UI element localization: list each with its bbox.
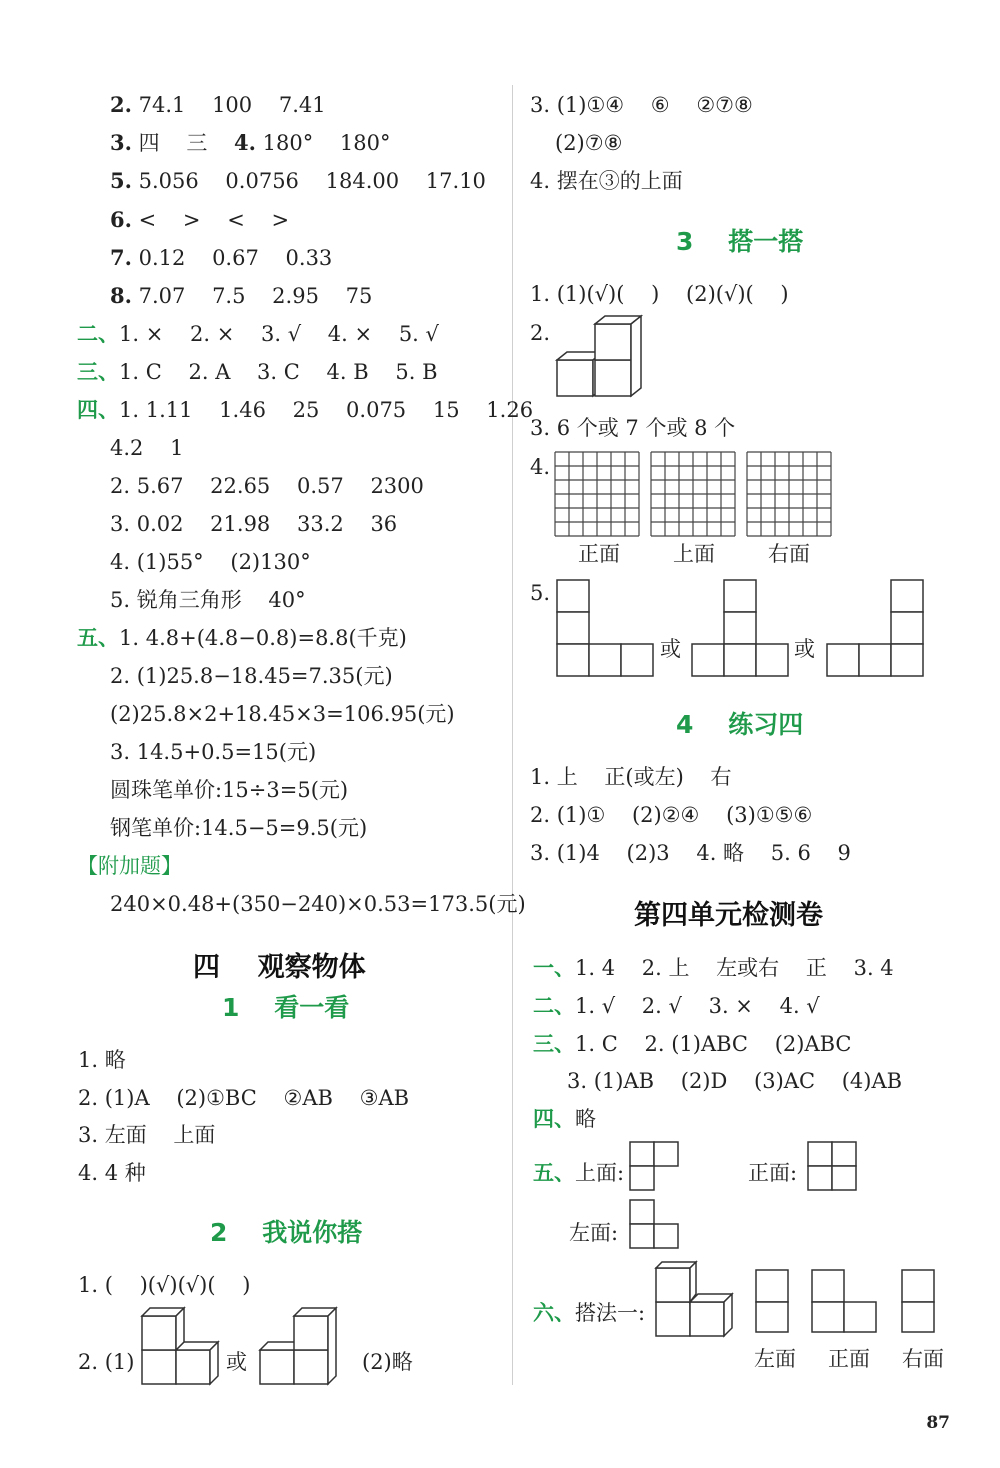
test-section: 三、1. C 2. (1)ABC (2)ABC bbox=[533, 1031, 852, 1056]
answer-line: 1. 略 bbox=[78, 1048, 126, 1072]
answer-line: 3. 左面 上面 bbox=[78, 1123, 216, 1147]
answer-line: 1. (1)(√)( ) (2)(√)( ) bbox=[530, 282, 789, 306]
unit-title: 四 观察物体 bbox=[193, 952, 366, 983]
answer-line: 2. bbox=[530, 321, 551, 345]
test-section: 一、1. 4 2. 上 左或右 正 3. 4 bbox=[533, 955, 894, 980]
answer-line: 2. (1) bbox=[78, 1350, 135, 1374]
answer-line: 3. (1)①④ ⑥ ②⑦⑧ bbox=[530, 93, 753, 117]
answer-line: 4. (1)55° (2)130° bbox=[110, 550, 311, 574]
section-four: 四、1. 1.11 1.46 25 0.075 15 1.26 bbox=[77, 397, 534, 422]
answer-line: 4. 4 种 bbox=[78, 1161, 146, 1185]
front-view-figure bbox=[806, 1140, 866, 1190]
answer-line: 2. 5.67 22.65 0.57 2300 bbox=[110, 474, 424, 498]
or-word: 或 bbox=[794, 637, 815, 661]
answer-line: 3. 四 三 4. 180° 180° bbox=[110, 130, 391, 155]
view-label: 正面 bbox=[828, 1347, 870, 1371]
column-divider bbox=[512, 85, 513, 1385]
l-shape-figure bbox=[825, 578, 925, 678]
test-section: 二、1. √ 2. √ 3. × 4. √ bbox=[533, 993, 820, 1018]
test-section: 六、搭法一: bbox=[533, 1300, 646, 1325]
l-shape-figure bbox=[690, 578, 790, 678]
lesson-title: 3 搭一搭 bbox=[676, 227, 804, 256]
answer-line: 2. (1)① (2)②④ (3)①⑤⑥ bbox=[530, 803, 813, 827]
answer-line: 5. 锐角三角形 40° bbox=[110, 588, 306, 612]
cube-figure bbox=[140, 1308, 220, 1388]
answer-line: (2)⑦⑧ bbox=[555, 131, 623, 155]
extra-answer: 240×0.48+(350−240)×0.53=173.5(元) bbox=[110, 892, 526, 916]
left-view-figure bbox=[628, 1198, 688, 1248]
test-section: 五、上面: bbox=[533, 1160, 625, 1185]
cube-figure bbox=[555, 316, 645, 396]
answer-line: 4. 摆在③的上面 bbox=[530, 169, 683, 193]
answer-line: 3. (1)4 (2)3 4. 略 5. 6 9 bbox=[530, 841, 851, 865]
cube-figure bbox=[258, 1308, 338, 1388]
answer-line: 钢笔单价:14.5−5=9.5(元) bbox=[110, 816, 368, 840]
view-label: 左面 bbox=[754, 1347, 796, 1371]
lesson-title: 1 看一看 bbox=[222, 993, 350, 1022]
answer-line: 4. bbox=[530, 455, 551, 479]
front-view-figure bbox=[810, 1268, 880, 1334]
or-word: 或 bbox=[226, 1350, 247, 1374]
answer-line: 2. (1)A (2)①BC ②AB ③AB bbox=[78, 1086, 410, 1110]
section-three: 三、1. C 2. A 3. C 4. B 5. B bbox=[77, 359, 438, 384]
answer-line: 5. 5.056 0.0756 184.00 17.10 bbox=[110, 168, 486, 193]
test-title: 第四单元检测卷 bbox=[634, 900, 823, 931]
answer-line: 2. (1)25.8−18.45=7.35(元) bbox=[110, 664, 393, 688]
answer-line: 1. ( )(√)(√)( ) bbox=[78, 1273, 251, 1297]
left-view-figure bbox=[754, 1268, 790, 1334]
extra-title: 【附加题】 bbox=[77, 854, 182, 878]
top-view-figure bbox=[628, 1140, 688, 1190]
answer-line: 圆珠笔单价:15÷3=5(元) bbox=[110, 778, 349, 802]
or-word: 或 bbox=[660, 637, 681, 661]
answer-line: 8. 7.07 7.5 2.95 75 bbox=[110, 283, 373, 308]
section-five: 五、1. 4.8+(4.8−0.8)=8.8(千克) bbox=[77, 625, 407, 650]
page-number: 87 bbox=[926, 1413, 950, 1433]
cube-figure bbox=[654, 1262, 734, 1338]
answer-line: 3. 0.02 21.98 33.2 36 bbox=[110, 512, 398, 536]
answer-line: 3. 14.5+0.5=15(元) bbox=[110, 740, 317, 764]
view-label: 右面 bbox=[902, 1347, 944, 1371]
answer-line: 7. 0.12 0.67 0.33 bbox=[110, 245, 333, 270]
grid-label: 上面 bbox=[673, 542, 715, 566]
grid-label: 右面 bbox=[768, 542, 810, 566]
grid-label: 正面 bbox=[578, 542, 620, 566]
answer-line: 4.2 1 bbox=[110, 436, 184, 460]
lesson-title: 2 我说你搭 bbox=[210, 1218, 363, 1247]
test-section: 四、略 bbox=[533, 1106, 596, 1131]
view-label: 正面: bbox=[748, 1161, 798, 1185]
answer-line: 5. bbox=[530, 581, 551, 605]
answer-line: 3. 6 个或 7 个或 8 个 bbox=[530, 416, 736, 440]
section-two: 二、1. × 2. × 3. √ 4. × 5. √ bbox=[77, 321, 439, 346]
answer-line: 1. 上 正(或左) 右 bbox=[530, 765, 732, 789]
answer-line: (2)略 bbox=[362, 1350, 413, 1374]
answer-line: (2)25.8×2+18.45×3=106.95(元) bbox=[110, 702, 455, 726]
answer-line: 2. 74.1 100 7.41 bbox=[110, 92, 326, 117]
answer-line: 6. < > < > bbox=[110, 207, 290, 232]
right-view-figure bbox=[900, 1268, 936, 1334]
view-label: 左面: bbox=[569, 1221, 619, 1245]
l-shape-figure bbox=[555, 578, 655, 678]
answer-line: 3. (1)AB (2)D (3)AC (4)AB bbox=[567, 1069, 903, 1093]
lesson-title: 4 练习四 bbox=[676, 710, 804, 739]
grid-figures bbox=[555, 452, 845, 542]
